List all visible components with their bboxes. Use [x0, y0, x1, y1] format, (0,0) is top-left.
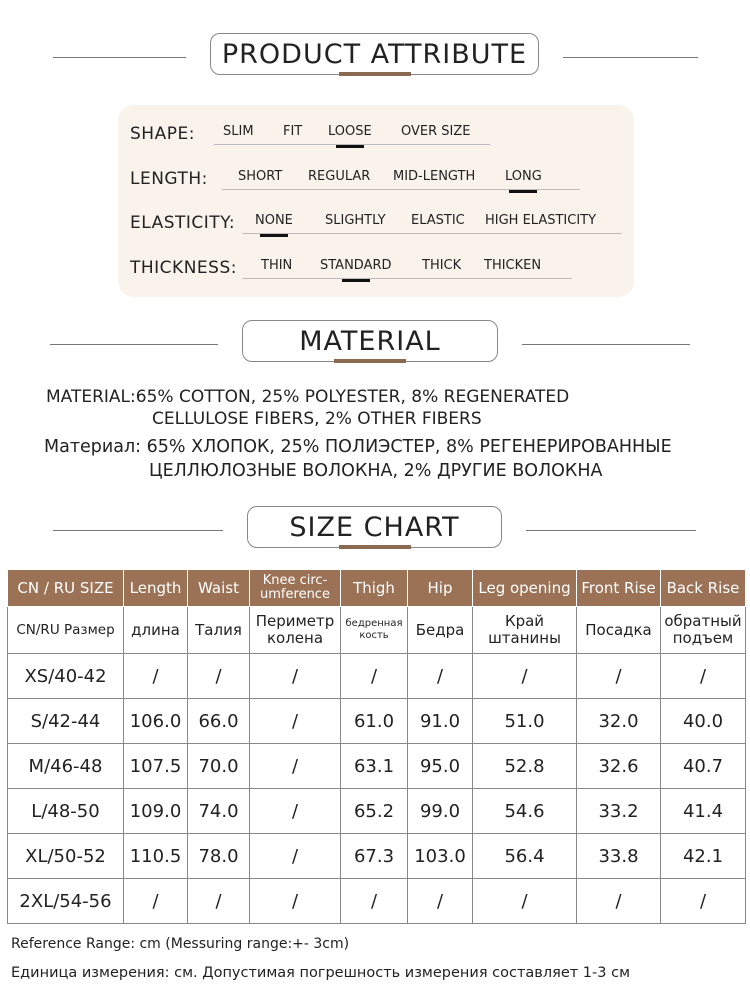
value-cell: 52.8 — [473, 744, 577, 789]
value-cell: / — [188, 654, 250, 699]
attr-label: LENGTH: — [130, 169, 208, 189]
value-cell: 33.8 — [577, 834, 661, 879]
attr-option-selected: STANDARD — [320, 258, 392, 273]
attr-option-selected: LONG — [505, 169, 542, 184]
table-row — [8, 699, 746, 744]
value-cell: / — [250, 744, 341, 789]
attr-row-elasticity — [130, 209, 622, 239]
attr-option: SLIGHTLY — [325, 213, 386, 228]
value-cell: 40.7 — [661, 744, 746, 789]
value-cell: 99.0 — [408, 789, 473, 834]
ru-header-length: длина — [124, 607, 188, 654]
value-cell: / — [250, 879, 341, 924]
section-title: MATERIAL — [299, 325, 441, 357]
value-cell: 67.3 — [341, 834, 408, 879]
value-cell: 91.0 — [408, 699, 473, 744]
attr-label: ELASTICITY: — [130, 213, 236, 233]
attr-row-shape — [130, 120, 622, 150]
attr-label: SHAPE: — [130, 124, 195, 144]
table-row — [8, 654, 746, 699]
attr-option: SLIM — [223, 124, 254, 139]
table-header-row — [8, 570, 746, 607]
size-cell: XS/40-42 — [8, 654, 124, 699]
value-cell: 106.0 — [124, 699, 188, 744]
title-underline — [339, 545, 411, 549]
section-title-pill — [247, 506, 502, 548]
section-title-pill — [242, 320, 498, 362]
table-body — [8, 654, 746, 924]
header-length: Length — [124, 570, 188, 607]
attr-option: MID-LENGTH — [393, 169, 476, 184]
material-en-line2: CELLULOSE FIBERS, 2% OTHER FIBERS — [152, 409, 482, 429]
ru-header-knee: Периметр колена — [250, 607, 341, 654]
attr-option: HIGH ELASTICITY — [485, 213, 597, 228]
material-header — [0, 320, 750, 370]
table-row — [8, 744, 746, 789]
attr-line — [242, 233, 622, 234]
attr-row-length — [130, 165, 622, 195]
value-cell: / — [473, 879, 577, 924]
value-cell: / — [408, 654, 473, 699]
size-table — [7, 569, 746, 924]
value-cell: / — [250, 834, 341, 879]
ru-header-back-rise: обратный подъем — [661, 607, 746, 654]
size-cell: M/46-48 — [8, 744, 124, 789]
reference-range-note: Reference Range: cm (Messuring range:+- 3cm) — [11, 936, 350, 952]
value-cell: 103.0 — [408, 834, 473, 879]
table-row — [8, 834, 746, 879]
header-back-rise: Back Rise — [661, 570, 746, 607]
product-attribute-header — [0, 33, 750, 83]
table-row — [8, 879, 746, 924]
value-cell: 95.0 — [408, 744, 473, 789]
header-size: CN / RU SIZE — [8, 570, 124, 607]
ru-header-waist: Талия — [188, 607, 250, 654]
header-leg-opening: Leg opening — [473, 570, 577, 607]
attr-row-thickness — [130, 254, 622, 284]
value-cell: / — [661, 879, 746, 924]
material-ru-label: Материал: — [44, 437, 142, 457]
divider — [526, 530, 696, 531]
value-cell: / — [188, 879, 250, 924]
attr-option: ELASTIC — [411, 213, 465, 228]
attr-option: THICKEN — [484, 258, 542, 273]
value-cell: 32.6 — [577, 744, 661, 789]
value-cell: 63.1 — [341, 744, 408, 789]
divider — [50, 344, 218, 345]
value-cell: 65.2 — [341, 789, 408, 834]
value-cell: / — [250, 654, 341, 699]
table-row — [8, 789, 746, 834]
header-thigh: Thigh — [341, 570, 408, 607]
header-front-rise: Front Rise — [577, 570, 661, 607]
value-cell: / — [250, 789, 341, 834]
title-underline — [339, 72, 411, 76]
attr-option: REGULAR — [308, 169, 371, 184]
material-ru-line2: ЦЕЛЛЮЛОЗНЫЕ ВОЛОКНА, 2% ДРУГИЕ ВОЛОКНА — [149, 461, 603, 481]
ru-header-hip: Бедра — [408, 607, 473, 654]
size-cell: 2XL/54-56 — [8, 879, 124, 924]
size-cell: S/42-44 — [8, 699, 124, 744]
value-cell: / — [408, 879, 473, 924]
attr-option-selected: LOOSE — [328, 124, 372, 139]
size-cell: XL/50-52 — [8, 834, 124, 879]
value-cell: / — [124, 879, 188, 924]
value-cell: 74.0 — [188, 789, 250, 834]
value-cell: / — [250, 699, 341, 744]
value-cell: 61.0 — [341, 699, 408, 744]
value-cell: 70.0 — [188, 744, 250, 789]
value-cell: 42.1 — [661, 834, 746, 879]
table-ru-header-row — [8, 607, 746, 654]
value-cell: 41.4 — [661, 789, 746, 834]
value-cell: 32.0 — [577, 699, 661, 744]
attr-option: FIT — [283, 124, 303, 139]
value-cell: / — [341, 879, 408, 924]
attribute-panel — [118, 105, 634, 297]
divider — [53, 530, 223, 531]
ru-header-thigh: бедренная кость — [341, 607, 408, 654]
value-cell: / — [341, 654, 408, 699]
value-cell: / — [661, 654, 746, 699]
ru-header-front-rise: Посадка — [577, 607, 661, 654]
size-chart-header — [0, 506, 750, 556]
title-underline — [334, 359, 406, 363]
attr-option: THIN — [261, 258, 293, 273]
section-title: SIZE CHART — [289, 511, 460, 543]
attr-option: OVER SIZE — [401, 124, 471, 139]
value-cell: 56.4 — [473, 834, 577, 879]
ru-header-leg-opening: Край штанины — [473, 607, 577, 654]
attr-option-selected: NONE — [255, 213, 293, 228]
divider — [563, 57, 698, 58]
value-cell: 110.5 — [124, 834, 188, 879]
section-title: PRODUCT ATTRIBUTE — [221, 38, 528, 70]
value-cell: / — [124, 654, 188, 699]
value-cell: 109.0 — [124, 789, 188, 834]
value-cell: 78.0 — [188, 834, 250, 879]
material-ru — [44, 437, 672, 457]
reference-range-note-ru: Единица измерения: см. Допустимая погрешность измерения составляет 1-3 см — [11, 965, 631, 981]
value-cell: / — [577, 654, 661, 699]
value-cell: 107.5 — [124, 744, 188, 789]
material-en-label: MATERIAL: — [46, 387, 136, 407]
attr-option: SHORT — [238, 169, 283, 184]
material-en-line1: 65% COTTON, 25% POLYESTER, 8% REGENERATED — [135, 387, 570, 407]
ru-header-size: CN/RU Размер — [8, 607, 124, 654]
divider — [53, 57, 186, 58]
material-en — [46, 387, 569, 407]
value-cell: 54.6 — [473, 789, 577, 834]
attr-option: THICK — [422, 258, 462, 273]
value-cell: 66.0 — [188, 699, 250, 744]
attr-line — [242, 278, 572, 279]
material-ru-line1: 65% ХЛОПОК, 25% ПОЛИЭСТЕР, 8% РЕГЕНЕРИРОВАННЫЕ — [146, 437, 672, 457]
value-cell: / — [577, 879, 661, 924]
value-cell: / — [473, 654, 577, 699]
size-cell: L/48-50 — [8, 789, 124, 834]
header-waist: Waist — [188, 570, 250, 607]
value-cell: 33.2 — [577, 789, 661, 834]
header-knee: Knee circ-umference — [250, 570, 341, 607]
value-cell: 51.0 — [473, 699, 577, 744]
attr-label: THICKNESS: — [130, 258, 237, 278]
divider — [522, 344, 690, 345]
section-title-pill — [210, 33, 539, 75]
value-cell: 40.0 — [661, 699, 746, 744]
header-hip: Hip — [408, 570, 473, 607]
